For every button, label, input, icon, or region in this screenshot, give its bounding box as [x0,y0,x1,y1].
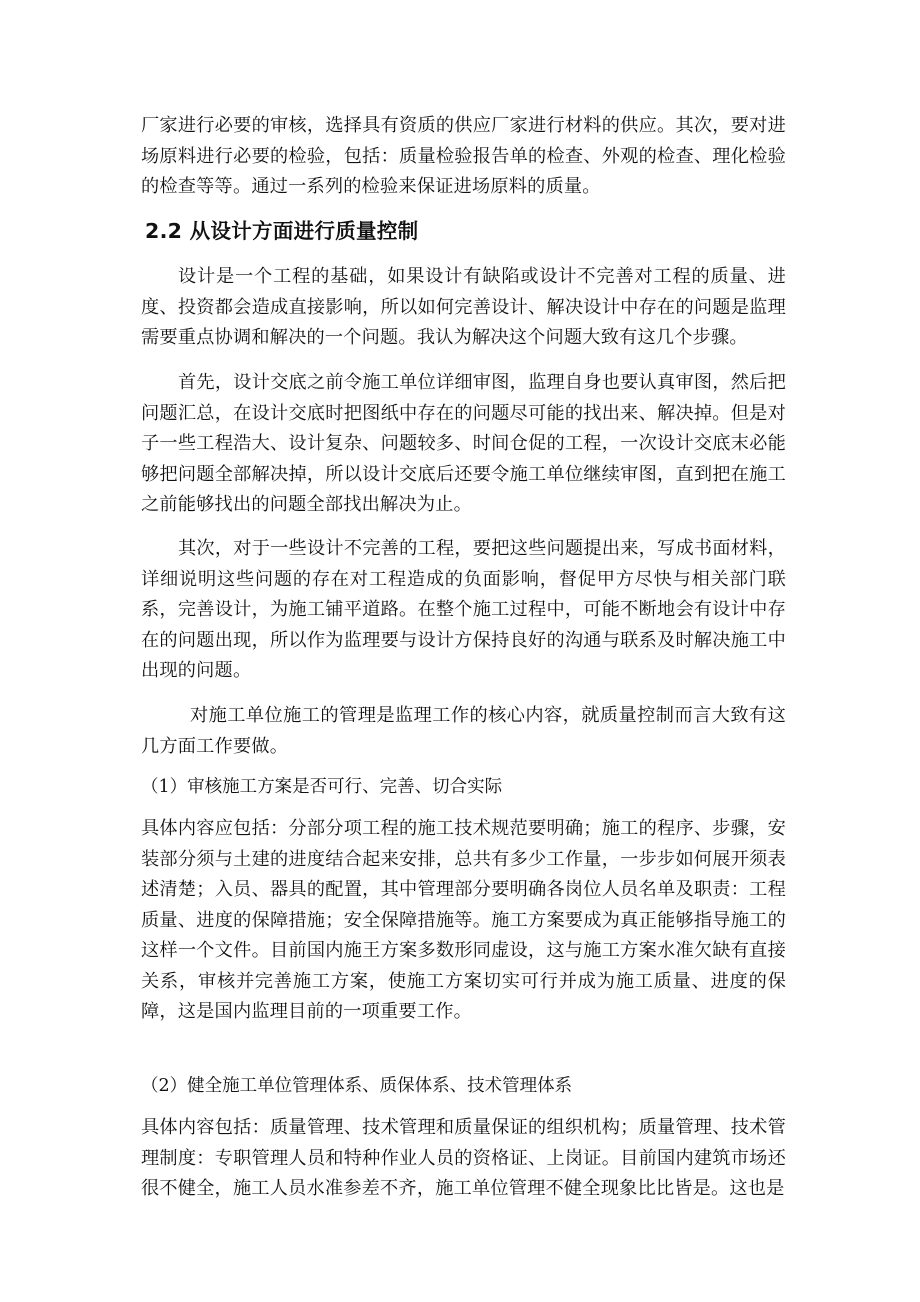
paragraph-design-improvement: 其次，对于一些设计不完善的工程，要把这些问题提出来，写成书面材料，详细说明这些问题的存在对工程造成的负面影响，督促甲方尽快与相关部门联系，完善设计，为施工铺平道路。在整个施工过程中，可能不断地会有设计中存在的问题出现，所以作为监理要与设计方保持良好的沟通与联系及时解决施工中出现的问题。 [141,538,786,681]
list-item-construction-plan: （1）审核施工方案是否可行、完善、切合实际 [141,777,503,797]
paragraph-plan-content: 具体内容应包括：分部分项工程的施工技术规范要明确；施工的程序、步骤，安装部分须与土建的进度结合起来安排，总共有多少工作量，一步步如何展开须表述清楚；入员、器具的配置，其中管理部分要明确各岗位人员名单及职责：工程质量、进度的保障措施；安全保障措施等。施工方案要成为真正能够指导施工的这样一个文件。目前国内施王方案多数形同虚设，这与施工方案水准欠缺有直接关系，审核并完善施工方案，使施工方案切实可行并成为施工质量、进度的保障，这是国内监理目前的一项重要工作。 [141,818,786,1022]
paragraph-system-content: 具体内容包括：质量管理、技术管理和质量保证的组织机构；质量管理、技术管理制度：专职管理人员和特种作业人员的资格证、上岗证。目前国内建筑市场还很不健全，施工人员水准参差不齐，施工单位管理不健全现象比比皆是。这也是 [141,1117,786,1199]
paragraph-construction-management: 对施工单位施工的管理是监理工作的核心内容，就质量控制而言大致有这几方面工作要做。 [141,705,786,757]
paragraph-design-review: 首先，设计交底之前令施工单位详细审图，监理自身也要认真审图，然后把问题汇总，在设计交底时把图纸中存在的问题尽可能的找出来、解决掉。但是对子一些工程浩大、设计复杂、问题较多、时间仓促的工程，一次设计交底末必能够把问题全部解决掉，所以设计交底后还要令施工单位继续审图，直到把在施工之前能够找出的问题全部找出解决为止。 [141,372,786,515]
paragraph-material-inspection: 厂家进行必要的审核，选择具有资质的供应厂家进行材料的供应。其次，要对进场原料进行必要的检验，包括：质量检验报告单的检查、外观的检查、理化检验的检查等等。通过一系列的检验来保证进场原料的质量。 [141,115,786,197]
list-item-management-system: （2）健全施工单位管理体系、质保体系、技术管理体系 [141,1076,573,1096]
section-heading: 2.2 从设计方面进行质量控制 [145,219,419,243]
paragraph-design-basis: 设计是一个工程的基础，如果设计有缺陷或设计不完善对工程的质量、进度、投资都会造成直接影响，所以如何完善设计、解决设计中存在的问题是监理需要重点协调和解决的一个问题。我认为解决这个问题大致有这几个步骤。 [141,266,786,348]
